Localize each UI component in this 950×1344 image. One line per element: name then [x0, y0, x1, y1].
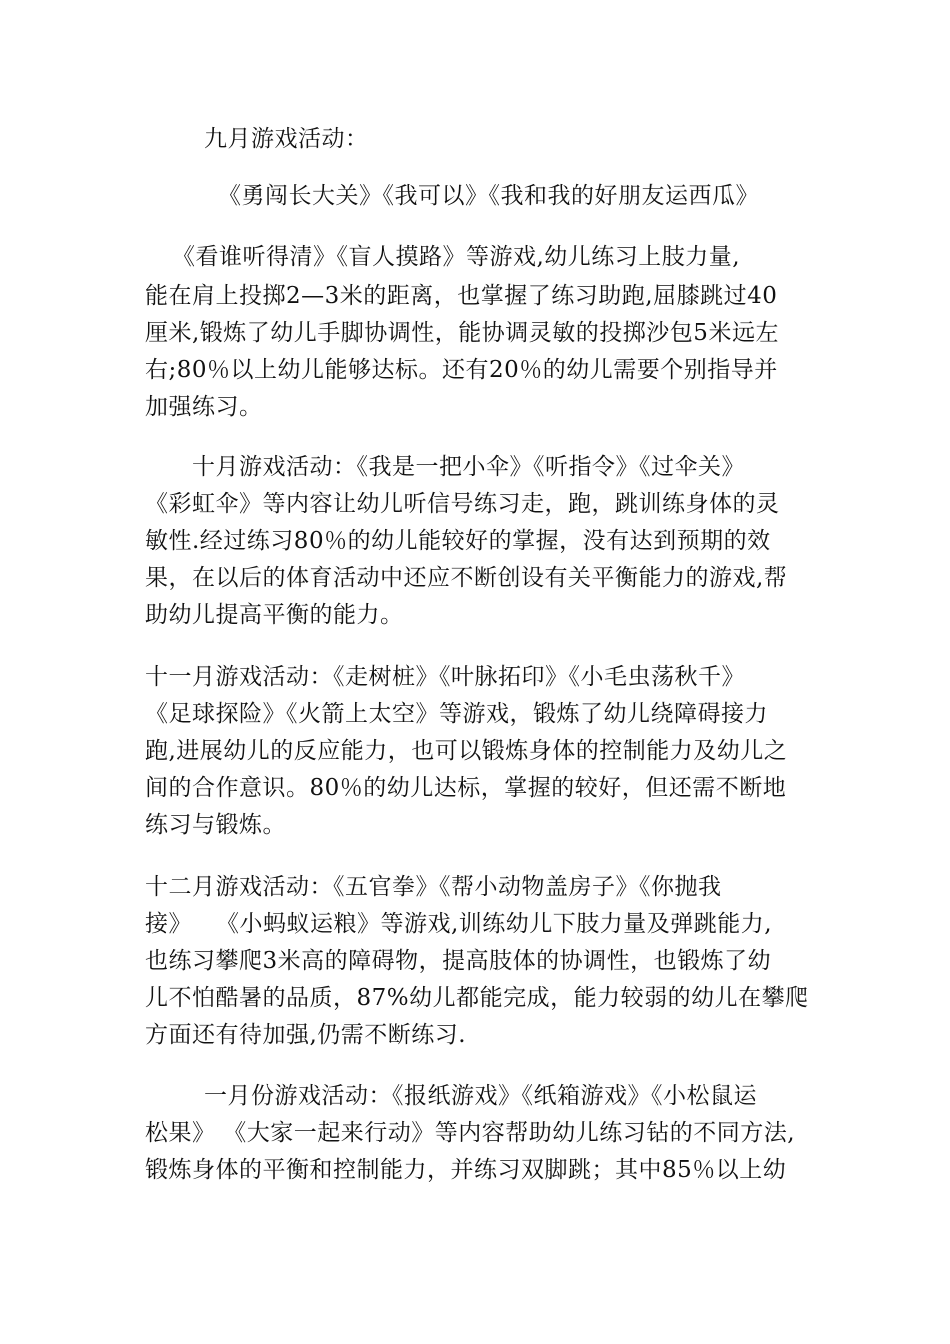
september-games-line: 《勇闯长大关》《我可以》《我和我的好朋友运西瓜》 [218, 183, 759, 209]
paragraph-line: 也练习攀爬3米高的障碍物，提高肢体的协调性，也锻炼了幼 [145, 948, 772, 974]
paragraph-line: 儿不怕酷暑的品质，87%幼儿都能完成，能力较弱的幼儿在攀爬 [145, 985, 809, 1011]
paragraph-line: 能在肩上投掷2—3米的距离，也掌握了练习助跑,屈膝跳过40 [145, 283, 778, 309]
paragraph-line: 《彩虹伞》等内容让幼儿听信号练习走，跑，跳训练身体的灵 [145, 491, 780, 517]
paragraph-line: 十一月游戏活动：《走树桩》《叶脉拓印》《小毛虫荡秋千》 [145, 664, 745, 690]
paragraph-line: 跑,进展幼儿的反应能力，也可以锻炼身体的控制能力及幼儿之 [145, 738, 788, 764]
paragraph-line: 厘米,锻炼了幼儿手脚协调性，能协调灵敏的投掷沙包5米远左 [145, 320, 779, 346]
paragraph-line: 敏性.经过练习80％的幼儿能较好的掌握，没有达到预期的效 [145, 528, 771, 554]
paragraph-line: 方面还有待加强,仍需不断练习. [145, 1022, 467, 1048]
paragraph-line: 松果》 《大家一起来行动》等内容帮助幼儿练习钻的不同方法, [145, 1120, 796, 1146]
paragraph-line: 间的合作意识。80％的幼儿达标，掌握的较好，但还需不断地 [145, 775, 787, 801]
paragraph-line: 锻炼身体的平衡和控制能力，并练习双脚跳；其中85％以上幼 [145, 1157, 787, 1183]
paragraph-line: 一月份游戏活动：《报纸游戏》《纸箱游戏》《小松鼠运 [204, 1083, 757, 1109]
paragraph-line: 十月游戏活动：《我是一把小伞》《听指令》《过伞关》 [192, 454, 745, 480]
paragraph-line: 练习与锻炼。 [145, 812, 286, 838]
paragraph-line: 加强练习。 [145, 394, 263, 420]
paragraph-line: 右;80％以上幼儿能够达标。还有20％的幼儿需要个别指导并 [145, 357, 778, 383]
paragraph-line: 《看谁听得清》《盲人摸路》等游戏,幼儿练习上肢力量, [172, 244, 741, 270]
paragraph-line: 助幼儿提高平衡的能力。 [145, 602, 404, 628]
heading-september: 九月游戏活动： [204, 126, 369, 152]
paragraph-line: 果，在以后的体育活动中还应不断创设有关平衡能力的游戏,帮 [145, 565, 788, 591]
paragraph-line: 《足球探险》《火箭上太空》等游戏，锻炼了幼儿绕障碍接力 [145, 701, 768, 727]
paragraph-line: 接》 《小蚂蚁运粮》等游戏,训练幼儿下肢力量及弹跳能力, [145, 911, 773, 937]
paragraph-line: 十二月游戏活动：《五官拳》《帮小动物盖房子》《你抛我 [145, 874, 722, 900]
